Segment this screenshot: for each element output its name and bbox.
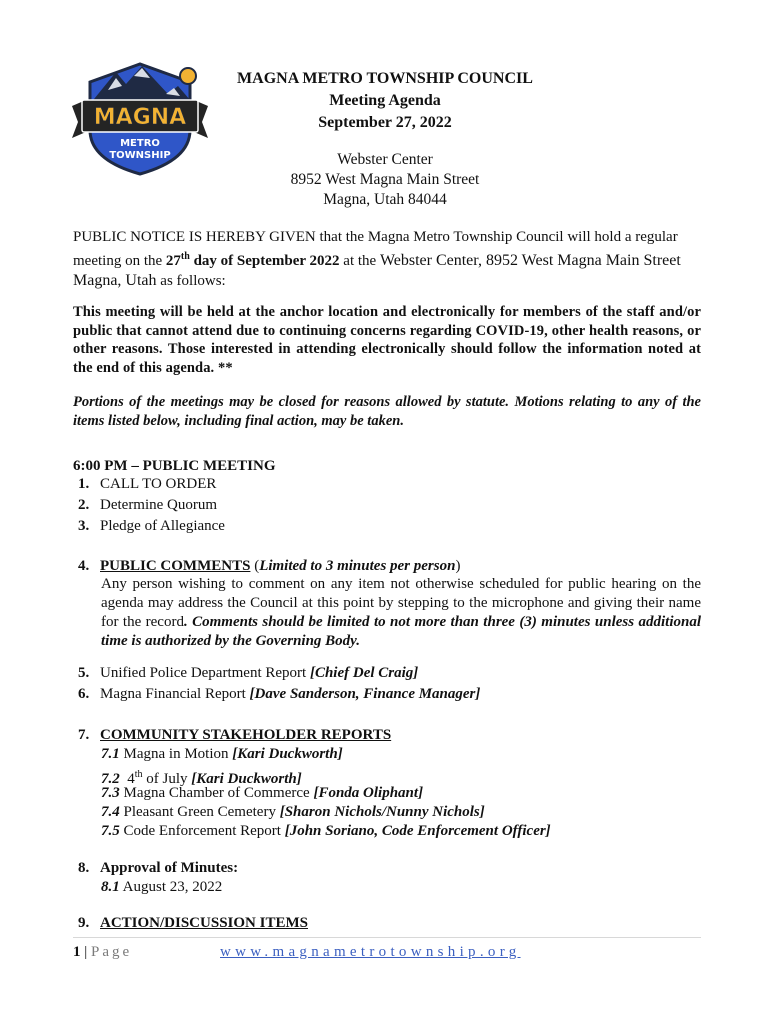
subitem-label: Magna in Motion	[119, 746, 233, 762]
item-number: 1.	[78, 476, 90, 492]
public-comments-title: PUBLIC COMMENTS	[100, 558, 251, 574]
item-presenter: [Chief Del Craig]	[309, 665, 419, 681]
item-number: 5.	[78, 665, 90, 681]
agenda-subtitle: Meeting Agenda	[329, 92, 441, 109]
subitem-label: Pleasant Green Cemetery	[119, 804, 280, 820]
subitem-presenter: [Kari Duckworth]	[232, 746, 343, 762]
subitem-label: August 23, 2022	[119, 879, 223, 895]
public-meeting-heading: 6:00 PM – PUBLIC MEETING	[73, 458, 276, 474]
logo-sub1: METRO	[120, 138, 160, 149]
subitem-7-5	[101, 822, 551, 841]
subitem-presenter: [Kari Duckworth]	[191, 771, 302, 787]
subitem-8-1	[101, 878, 222, 897]
subitem-label: Magna Chamber of Commerce	[119, 785, 314, 801]
item-number: 9.	[78, 915, 90, 931]
notice-text-3: as follows:	[156, 273, 226, 289]
agenda-item-5	[78, 664, 418, 683]
item-label: Magna Financial Report	[100, 686, 250, 702]
subitem-number: 7.5	[101, 823, 120, 839]
agenda-item-1	[78, 475, 216, 494]
comments-rule: . Comments should be limited to not more than three (3) minutes unless additional time is authorized by the Governing Body.	[101, 614, 701, 649]
item-number: 2.	[78, 497, 90, 513]
subitem-label: Code Enforcement Report	[119, 823, 285, 839]
subitem-presenter: [Fonda Oliphant]	[313, 785, 424, 801]
agenda-item-9	[78, 914, 308, 933]
agenda-item-7	[78, 726, 391, 745]
item-number: 3.	[78, 518, 90, 534]
venue-street: 8952 West Magna Main Street	[290, 171, 480, 188]
subitem-number: 7.2	[101, 771, 120, 787]
item-label: CALL TO ORDER	[100, 476, 217, 492]
electronic-notice: This meeting will be held at the anchor location and electronically for members of the staff and/or public that cannot attend due to continuing concerns regarding COVID-19, other health reasons, or other reasons. Those interested in attending electronically should follow the information noted at the end of this agenda. **	[73, 304, 701, 376]
page-number: 1	[73, 944, 81, 960]
notice-day: 27	[165, 253, 181, 269]
item-label: Pledge of Allegiance	[100, 518, 225, 534]
minutes-title: Approval of Minutes:	[100, 860, 239, 876]
logo-sub2: TOWNSHIP	[109, 150, 171, 161]
magna-logo	[68, 60, 212, 178]
page-word: Page	[91, 944, 133, 960]
subitem-number: 8.1	[101, 879, 120, 895]
public-notice	[73, 227, 703, 291]
meeting-date: September 27, 2022	[318, 114, 452, 131]
footer-website-link[interactable]: www.magnametrotownship.org	[220, 944, 521, 960]
notice-line-2	[73, 247, 703, 271]
page-separator: |	[80, 944, 92, 960]
footer-divider	[73, 937, 701, 938]
agenda-item-8	[78, 859, 238, 878]
notice-line-3	[73, 271, 703, 291]
action-title: ACTION/DISCUSSION ITEMS	[100, 915, 308, 931]
notice-day-suffix: th	[180, 251, 190, 262]
public-comments-text	[101, 575, 701, 651]
item-label: Unified Police Department Report	[100, 665, 310, 681]
comments-plain: Any person wishing to comment on any item not otherwise scheduled for public hearing on the agenda may address the Council at this point by stepping to the microphone and giving their name for the record	[101, 576, 701, 630]
subitem-number: 7.4	[101, 804, 120, 820]
stakeholder-title: COMMUNITY STAKEHOLDER REPORTS	[100, 727, 392, 743]
notice-text: meeting on the	[73, 253, 166, 269]
subitem-7-1	[101, 745, 343, 764]
council-title: MAGNA METRO TOWNSHIP COUNCIL	[237, 70, 533, 87]
public-comments-limit: Limited to 3 minutes per person	[259, 558, 456, 574]
item-label: Determine Quorum	[100, 497, 218, 513]
subitem-suffix: th	[134, 769, 143, 780]
item-number: 4.	[78, 558, 90, 574]
subitem-number: 7.3	[101, 785, 120, 801]
notice-city: Magna, Utah	[73, 272, 157, 289]
agenda-item-4: 4. PUBLIC COMMENTS (Limited to 3 minutes per person)	[78, 558, 461, 574]
venue-city: Magna, Utah 84044	[323, 191, 447, 208]
item-number: 7.	[78, 727, 90, 743]
subitem-presenter: [John Soriano, Code Enforcement Officer]	[284, 823, 551, 839]
item-number: 8.	[78, 860, 90, 876]
subitem-7-3	[101, 784, 423, 803]
item-presenter: [Dave Sanderson, Finance Manager]	[249, 686, 481, 702]
agenda-item-2	[78, 496, 217, 515]
subitem-presenter: [Sharon Nichols/Nunny Nichols]	[279, 804, 485, 820]
notice-text-2: at the	[339, 253, 380, 269]
subitem-7-4	[101, 803, 485, 822]
notice-month: day of September 2022	[189, 253, 340, 269]
subitem-label: of July	[142, 771, 192, 787]
logo-word: MAGNA	[93, 105, 187, 130]
subitem-number: 7.1	[101, 746, 120, 762]
agenda-item-6	[78, 685, 480, 704]
agenda-item-3	[78, 517, 225, 536]
subitem-label-a: 4	[119, 771, 135, 787]
notice-line-1: PUBLIC NOTICE IS HEREBY GIVEN that the Magna Metro Township Council will hold a regular	[73, 229, 678, 245]
closed-notice: Portions of the meetings may be closed for reasons allowed by statute. Motions relating to any of the items listed below, including final action, may be taken.	[73, 394, 701, 429]
footer-page-number	[73, 943, 132, 962]
notice-location: Webster Center, 8952 West Magna Main Street	[379, 252, 681, 269]
venue-name: Webster Center	[337, 151, 433, 168]
item-number: 6.	[78, 686, 90, 702]
